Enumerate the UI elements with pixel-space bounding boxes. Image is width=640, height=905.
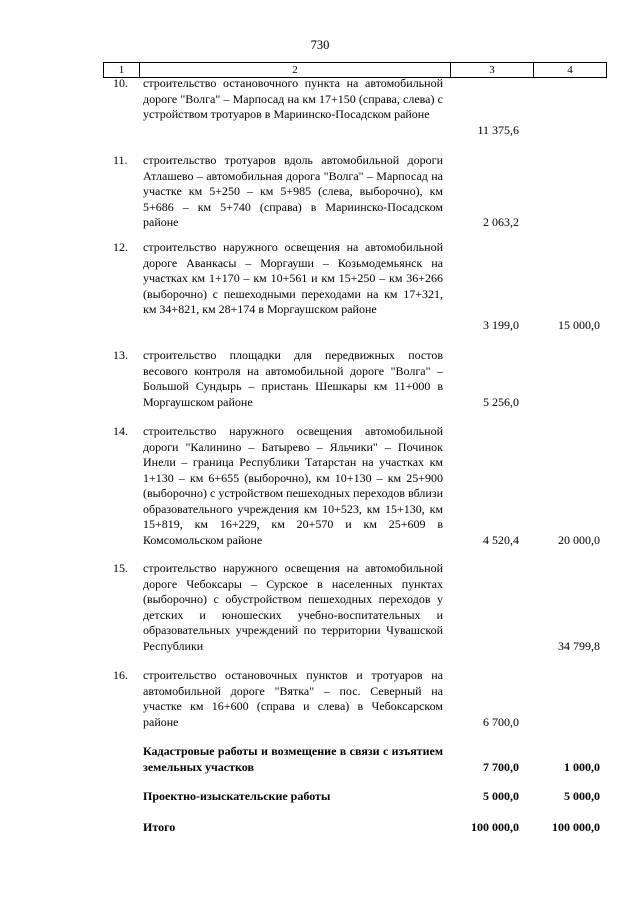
header-col-1: 1	[104, 63, 140, 77]
page-number: 730	[310, 38, 330, 52]
total-label: Итого	[143, 820, 176, 834]
header-col-4: 4	[567, 64, 573, 76]
summary-label: Кадастровые работы и возмещение в связи с изъятием земельных участков	[143, 744, 443, 774]
row-number: 10.	[113, 76, 128, 90]
row-number: 14.	[113, 424, 128, 438]
row-col3-value: 11 375,6	[477, 123, 519, 137]
row-col3-value: 4 520,4	[483, 533, 519, 547]
header-col-3: 3	[451, 63, 534, 77]
row-col4-value: 15 000,0	[558, 318, 600, 332]
summary-col4-value: 5 000,0	[564, 789, 600, 803]
row-description: строительство остановочного пункта на автомобильной дороге "Волга" – Марпосад на км 17+150 (справа, слева) с устройством тротуаров в Мариинско-Посадском районе	[143, 76, 443, 121]
row-col3-value: 3 199,0	[483, 318, 519, 332]
total-col3-value: 100 000,0	[471, 820, 519, 834]
row-description: строительство наружного освещения на автомобильной дороге Чебоксары – Сурское в населенных пунктах (выборочно) с обустройством пешеходных переходов у детских и юношеских учебно-воспитательных и образовательных учреждений по территории Чувашской Республики	[143, 561, 443, 653]
row-description: строительство тротуаров вдоль автомобильной дороги Атлашево – автомобильная дорога "Волга" – Марпосад на участке км 5+250 – км 5+985 (слева, выборочно), км 5+686 – км 5+740 (справа) в Мариинско-Посадском районе	[143, 153, 443, 229]
row-description: строительство наружного освещения автомобильной дороги "Калинино – Батырево – Яльчики" – Починок Инели – граница Республики Татарстан на участках км 1+130 – км 6+655 (выборочно), км 10+130 – км 25+900 (выборочно) с устройством пешеходных переходов вблизи образовательного учреждения км 10+523, км 15+130, км 15+819, км 16+229, км 20+570 и км 25+609 в Комсомольском районе	[143, 424, 443, 547]
row-number: 12.	[113, 240, 128, 254]
row-col4-value: 20 000,0	[558, 533, 600, 547]
row-number: 15.	[113, 561, 128, 575]
row-col4-value: 34 799,8	[558, 639, 600, 653]
summary-label: Проектно-изыскательские работы	[143, 789, 331, 803]
row-number: 13.	[113, 348, 128, 362]
row-number: 11.	[113, 153, 128, 167]
row-description: строительство остановочных пунктов и тротуаров на автомобильной дороге "Вятка" – пос. Северный на участке км 16+600 (справа и слева) в Чебоксарском районе	[143, 668, 443, 729]
row-description: строительство площадки для передвижных постов весового контроля на автомобильной дороге "Волга" – Большой Сундырь – пристань Шешкары км 11+000 в Моргаушском районе	[143, 348, 443, 409]
summary-col3-value: 5 000,0	[483, 789, 519, 803]
row-number: 16.	[113, 668, 128, 682]
row-description: строительство наружного освещения на автомобильной дороге Аванкасы – Моргауши – Козьмодемьянск на участках км 1+170 – км 10+561 и км 15+250 – км 36+266 (выборочно) с пешеходными переходами на км 17+321, км 34+821, км 28+174 в Моргаушском районе	[143, 240, 443, 316]
row-col3-value: 6 700,0	[483, 715, 519, 729]
row-col3-value: 5 256,0	[483, 395, 519, 409]
summary-col4-value: 1 000,0	[564, 760, 600, 774]
header-col-2: 2	[140, 63, 451, 77]
summary-col3-value: 7 700,0	[483, 760, 519, 774]
total-col4-value: 100 000,0	[552, 820, 600, 834]
row-col3-value: 2 063,2	[483, 215, 519, 229]
